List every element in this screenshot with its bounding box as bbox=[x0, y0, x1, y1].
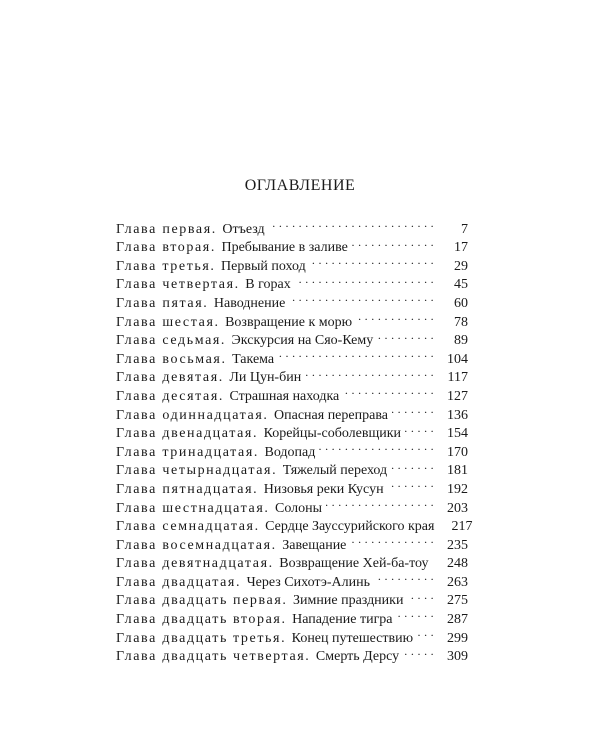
dot-leader bbox=[350, 530, 434, 549]
dot-leader bbox=[417, 623, 434, 642]
chapter-title: Отъезд bbox=[222, 221, 265, 237]
chapter-ordinal: первая. bbox=[162, 221, 217, 237]
page-number: 60 bbox=[454, 295, 468, 311]
toc-entry-label bbox=[116, 295, 285, 314]
chapter-word: Глава bbox=[116, 333, 157, 349]
chapter-ordinal: двадцать четвертая. bbox=[162, 649, 311, 665]
page-number: 89 bbox=[454, 333, 468, 349]
chapter-word: Глава bbox=[116, 388, 157, 404]
dot-leader bbox=[352, 233, 434, 252]
dot-leader bbox=[397, 604, 434, 623]
toc-entry-label bbox=[116, 500, 322, 519]
chapter-ordinal: семнадцатая. bbox=[162, 519, 260, 535]
chapter-word: Глава bbox=[116, 277, 157, 293]
dot-leader bbox=[326, 493, 434, 512]
chapter-title: Возвращение Хей-ба-тоу bbox=[279, 556, 429, 572]
chapter-title: Сердце Зауссурийского края bbox=[265, 519, 435, 535]
page-number: 275 bbox=[447, 593, 468, 609]
chapter-ordinal: двадцатая. bbox=[162, 574, 242, 590]
dot-leader bbox=[433, 549, 435, 568]
dot-leader bbox=[289, 288, 434, 307]
chapter-title: Ли Цун-бин bbox=[229, 370, 302, 386]
chapter-word: Глава bbox=[116, 351, 157, 367]
chapter-word: Глава bbox=[116, 314, 157, 330]
page-number: 29 bbox=[454, 258, 468, 274]
dot-leader bbox=[310, 251, 434, 270]
page-number: 181 bbox=[447, 463, 468, 479]
chapter-ordinal: седьмая. bbox=[162, 333, 227, 349]
chapter-title: Страшная находка bbox=[229, 388, 340, 404]
chapter-word: Глава bbox=[116, 519, 157, 535]
toc-entry-label bbox=[116, 462, 387, 481]
chapter-word: Глава bbox=[116, 444, 157, 460]
page-number: 154 bbox=[447, 426, 468, 442]
page-number: 299 bbox=[447, 630, 468, 646]
chapter-title: Конец путешествию bbox=[291, 630, 414, 646]
chapter-ordinal: девятая. bbox=[162, 370, 224, 386]
chapter-title: Смерть Дерсу bbox=[315, 649, 400, 665]
toc-entry-label bbox=[116, 351, 274, 370]
page-number: 7 bbox=[461, 221, 468, 237]
chapter-ordinal: тринадцатая. bbox=[162, 444, 259, 460]
page-number: 17 bbox=[454, 240, 468, 256]
page-number: 192 bbox=[447, 481, 468, 497]
toc-entry-label bbox=[116, 574, 370, 593]
page-number: 170 bbox=[447, 444, 468, 460]
chapter-title: Возвращение к морю bbox=[225, 314, 353, 330]
page-number: 127 bbox=[447, 388, 468, 404]
page-number: 104 bbox=[447, 351, 468, 367]
chapter-ordinal: шестая. bbox=[162, 314, 220, 330]
chapter-word: Глава bbox=[116, 240, 157, 256]
chapter-word: Глава bbox=[116, 426, 157, 442]
page-number: 248 bbox=[447, 556, 468, 572]
chapter-title: Такема bbox=[232, 351, 275, 367]
chapter-word: Глава bbox=[116, 556, 157, 572]
dot-leader bbox=[405, 419, 434, 438]
toc-entry-label bbox=[116, 611, 393, 630]
chapter-ordinal: двадцать первая. bbox=[162, 593, 288, 609]
chapter-word: Глава bbox=[116, 481, 157, 497]
chapter-word: Глава bbox=[116, 630, 157, 646]
toc-entry-label bbox=[116, 630, 413, 649]
page-number: 235 bbox=[447, 537, 468, 553]
page-number: 309 bbox=[447, 649, 468, 665]
chapter-word: Глава bbox=[116, 500, 157, 516]
page-number: 263 bbox=[447, 574, 468, 590]
chapter-title: Зимние праздники bbox=[293, 593, 404, 609]
toc-entry-label bbox=[116, 648, 399, 667]
toc-entry-label bbox=[116, 221, 265, 240]
chapter-ordinal: десятая. bbox=[162, 388, 224, 404]
chapter-title: Наводнение bbox=[213, 295, 286, 311]
chapter-word: Глава bbox=[116, 537, 157, 553]
dot-leader bbox=[269, 214, 434, 233]
chapter-title: Пребывание в заливе bbox=[221, 240, 348, 256]
chapter-ordinal: восемнадцатая. bbox=[162, 537, 277, 553]
chapter-word: Глава bbox=[116, 370, 157, 386]
dot-leader bbox=[374, 567, 434, 586]
chapter-title: Корейцы-соболевщики bbox=[263, 426, 402, 442]
page-number: 117 bbox=[447, 370, 468, 386]
dot-leader bbox=[391, 456, 434, 475]
page-number: 136 bbox=[447, 407, 468, 423]
chapter-title: Первый поход bbox=[221, 258, 306, 274]
dot-leader bbox=[388, 474, 434, 493]
toc-entry-label bbox=[116, 314, 352, 333]
toc-entry-label bbox=[116, 276, 291, 295]
chapter-ordinal: одиннадцатая. bbox=[162, 407, 269, 423]
dot-leader bbox=[295, 270, 434, 289]
page-number: 287 bbox=[447, 612, 468, 628]
dot-leader bbox=[407, 586, 434, 605]
toc-entry-label bbox=[116, 369, 301, 388]
chapter-ordinal: восьмая. bbox=[162, 351, 227, 367]
chapter-title: Экскурсия на Сяо-Кему bbox=[231, 333, 374, 349]
page-number: 45 bbox=[454, 277, 468, 293]
toc-entry-label bbox=[116, 258, 306, 277]
page-number: 217 bbox=[451, 519, 473, 535]
chapter-title: Нападение тигра bbox=[292, 612, 393, 628]
chapter-ordinal: пятая. bbox=[162, 295, 209, 311]
chapter-word: Глава bbox=[116, 649, 157, 665]
dot-leader bbox=[377, 326, 434, 345]
toc-entry-label bbox=[116, 407, 388, 426]
chapter-title: Водопад bbox=[264, 444, 316, 460]
chapter-ordinal: двенадцатая. bbox=[162, 426, 259, 442]
chapter-ordinal: двадцать третья. bbox=[162, 630, 287, 646]
chapter-ordinal: пятнадцатая. bbox=[162, 481, 259, 497]
chapter-ordinal: шестнадцатая. bbox=[162, 500, 270, 516]
toc-entry-label bbox=[116, 537, 346, 556]
chapter-ordinal: вторая. bbox=[162, 240, 216, 256]
chapter-word: Глава bbox=[116, 593, 157, 609]
chapter-title: Низовья реки Кусун bbox=[263, 481, 384, 497]
chapter-title: Завещание bbox=[282, 537, 347, 553]
dot-leader bbox=[403, 642, 434, 661]
dot-leader bbox=[343, 381, 434, 400]
chapter-word: Глава bbox=[116, 463, 157, 479]
chapter-word: Глава bbox=[116, 295, 157, 311]
chapter-ordinal: четырнадцатая. bbox=[162, 463, 278, 479]
chapter-word: Глава bbox=[116, 221, 157, 237]
toc-entry-label bbox=[116, 444, 315, 463]
chapter-word: Глава bbox=[116, 612, 157, 628]
chapter-title: Через Сихотэ-Алинь bbox=[246, 574, 371, 590]
chapter-title: Тяжелый переход bbox=[282, 463, 388, 479]
toc-entry bbox=[116, 214, 468, 237]
table-of-contents bbox=[116, 214, 473, 665]
chapter-ordinal: четвертая. bbox=[162, 277, 240, 293]
toc-entry-label bbox=[116, 592, 403, 611]
dot-leader bbox=[392, 400, 434, 419]
dot-leader bbox=[278, 344, 434, 363]
dot-leader bbox=[319, 437, 434, 456]
dot-leader bbox=[356, 307, 434, 326]
toc-title: ОГЛАВЛЕНИЕ bbox=[244, 177, 356, 194]
page-number: 78 bbox=[454, 314, 468, 330]
chapter-ordinal: двадцать вторая. bbox=[162, 612, 287, 628]
toc-entry-label bbox=[116, 388, 339, 407]
page-number: 203 bbox=[447, 500, 468, 516]
chapter-title: Опасная переправа bbox=[274, 407, 388, 423]
chapter-ordinal: третья. bbox=[162, 258, 216, 274]
chapter-ordinal: девятнадцатая. bbox=[162, 556, 274, 572]
chapter-word: Глава bbox=[116, 258, 157, 274]
chapter-title: Солоны bbox=[274, 500, 323, 516]
chapter-word: Глава bbox=[116, 407, 157, 423]
dot-leader bbox=[305, 363, 434, 382]
chapter-word: Глава bbox=[116, 574, 157, 590]
chapter-title: В горах bbox=[245, 277, 291, 293]
